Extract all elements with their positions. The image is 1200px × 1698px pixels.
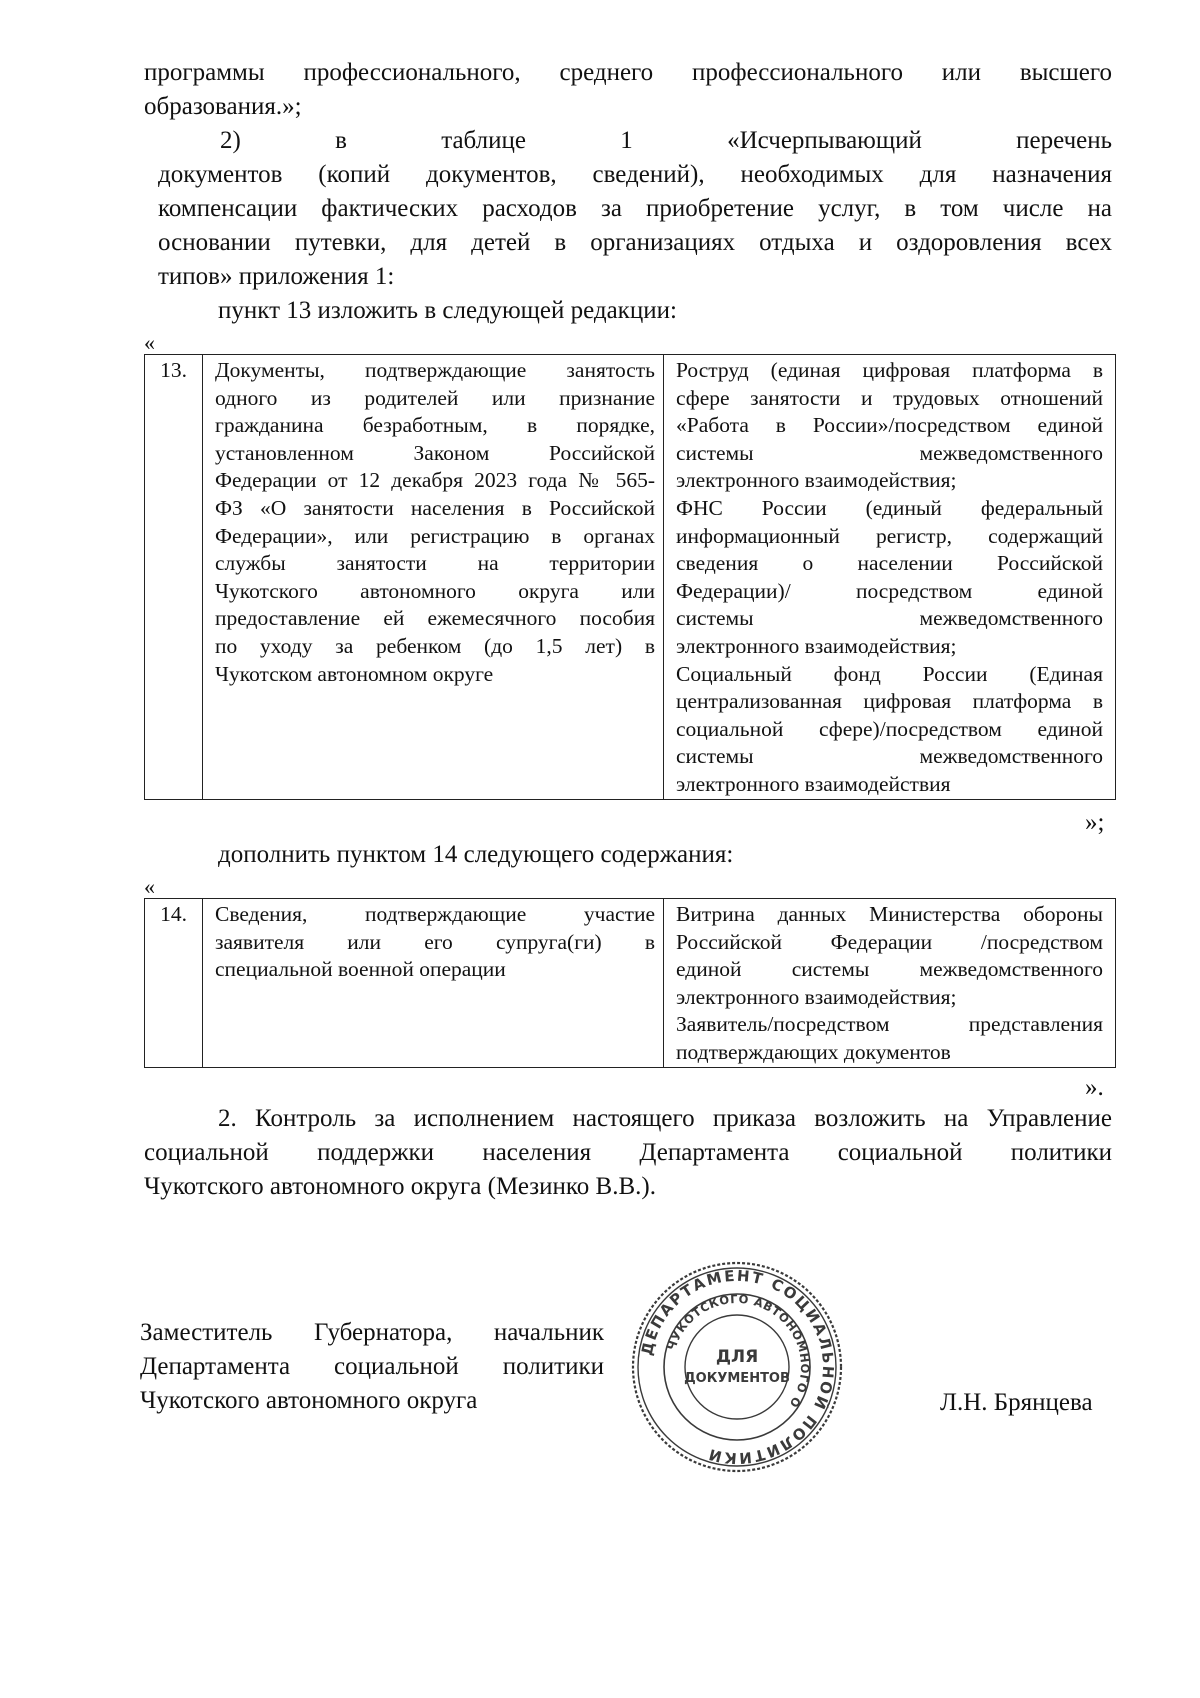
stamp-outer-text: ДЕПАРТАМЕНТ СОЦИАЛЬНОЙ ПОЛИТИКИ [637, 1266, 838, 1468]
item2-word: 1 [620, 127, 633, 154]
documents-cell [203, 355, 664, 800]
cell-line: Заявитель/посредством представления [676, 1012, 1103, 1037]
cell-line: Федерации от 12 декабря 2023 года № 565- [215, 468, 655, 493]
row-number: 13. [145, 355, 203, 800]
sources-cell [664, 899, 1116, 1068]
official-stamp [628, 1258, 846, 1476]
documents-cell [203, 899, 664, 1068]
stamp-center-line-1: ДЛЯ [715, 1347, 759, 1367]
cell-line: Документы, подтверждающие занятость [215, 358, 655, 382]
cell-line: Чукотского автономного округа или [215, 578, 655, 603]
cell-line: электронного взаимодействия; [676, 633, 957, 658]
table-point-14 [144, 898, 1116, 1068]
close-quote-13: »; [1085, 809, 1105, 836]
cell-line: Чукотском автономном округе [215, 661, 494, 686]
signature-title-line: Заместитель Губернатора, начальник [140, 1319, 604, 1346]
cell-line: сфере занятости и трудовых отношений [676, 385, 1103, 410]
cell-line: службы занятости на территории [215, 551, 655, 576]
cell-line: гражданина безработным, в порядке, [215, 413, 655, 438]
cell-line: установленном Законом Российской [215, 440, 655, 465]
intro-line-2: образования.»; [144, 93, 302, 120]
cell-line: электронного взаимодействия [676, 771, 951, 796]
sources-cell [664, 355, 1116, 800]
cell-line: информационный регистр, содержащий [676, 523, 1103, 548]
cell-line: Витрина данных Министерства обороны [676, 902, 1103, 926]
item2-word: перечень [1016, 127, 1113, 154]
control-line-2: социальной поддержки населения Департамента социальной политики [144, 1139, 1112, 1166]
cell-line: ФНС России (единый федеральный [676, 495, 1103, 520]
open-quote: « [144, 330, 155, 355]
item2-first-line [220, 126, 1112, 156]
cell-line: электронного взаимодействия; [676, 984, 957, 1009]
item2-line: документов (копий документов, сведений), необходимых для назначения [158, 161, 1112, 188]
signature-title-line: Департамента социальной политики [140, 1353, 604, 1380]
close-quote-14: ». [1085, 1074, 1104, 1101]
table-row [145, 899, 1116, 1068]
cell-line: специальной военной операции [215, 957, 506, 982]
cell-line: системы межведомственного [676, 440, 1103, 465]
cell-line: централизованная цифровая платформа в [676, 689, 1103, 714]
cell-line: Социальный фонд России (Единая [676, 661, 1103, 686]
item2-word: «Исчерпывающий [727, 127, 922, 154]
cell-line: Сведения, подтверждающие участие [215, 902, 655, 926]
item2-line: основании путевки, для детей в организациях отдыха и оздоровления всех [158, 229, 1112, 256]
table-point-13 [144, 354, 1116, 800]
signature-title-line: Чукотского автономного округа [140, 1387, 478, 1414]
cell-line: электронного взаимодействия; [676, 468, 957, 493]
table-row [145, 355, 1116, 800]
point14-intro: дополнить пунктом 14 следующего содержания: [218, 841, 734, 868]
cell-line: единой системы межведомственного [676, 957, 1103, 982]
cell-line: Роструд (единая цифровая платформа в [676, 358, 1103, 382]
item2-line: типов» приложения 1: [158, 263, 395, 290]
cell-line: системы межведомственного [676, 606, 1103, 631]
cell-line: одного из родителей или признание [215, 385, 655, 410]
intro-line-1: программы профессионального, среднего профессионального или высшего [144, 59, 1112, 86]
row-number: 14. [145, 899, 203, 1068]
cell-line: по уходу за ребенком (до 1,5 лет) в [215, 633, 655, 658]
control-line-3: Чукотского автономного округа (Мезинко В.В.). [144, 1173, 656, 1200]
item2-word: 2) [220, 127, 241, 154]
item2-line: компенсации фактических расходов за приобретение услуг, в том числе на [158, 195, 1112, 222]
stamp-center-line-2: ДОКУМЕНТОВ [684, 1371, 790, 1386]
cell-line: Российской Федерации /посредством [676, 929, 1103, 954]
control-line-1: 2. Контроль за исполнением настоящего приказа возложить на Управление [218, 1105, 1112, 1132]
cell-line: «Работа в России»/посредством единой [676, 413, 1103, 438]
cell-line: ФЗ «О занятости населения в Российской [215, 495, 655, 520]
cell-line: социальной сфере)/посредством единой [676, 716, 1103, 741]
cell-line: системы межведомственного [676, 744, 1103, 769]
cell-line: предоставление ей ежемесячного пособия [215, 606, 655, 631]
cell-line: Федерации)/ посредством единой [676, 578, 1103, 603]
signatory-name: Л.Н. Брянцева [940, 1389, 1093, 1416]
cell-line: заявителя или его супруга(ги) в [215, 929, 655, 954]
item2-word: в [335, 127, 347, 154]
point13-intro: пункт 13 изложить в следующей редакции: [218, 297, 677, 324]
cell-line: Федерации», или регистрацию в органах [215, 523, 655, 548]
open-quote: « [144, 874, 155, 899]
cell-line: сведения о населении Российской [676, 551, 1103, 576]
item2-word: таблице [441, 127, 526, 154]
stamp-inner-text: ЧУКОТСКОГО АВТОНОМНОГО О [664, 1291, 813, 1411]
cell-line: подтверждающих документов [676, 1039, 951, 1064]
